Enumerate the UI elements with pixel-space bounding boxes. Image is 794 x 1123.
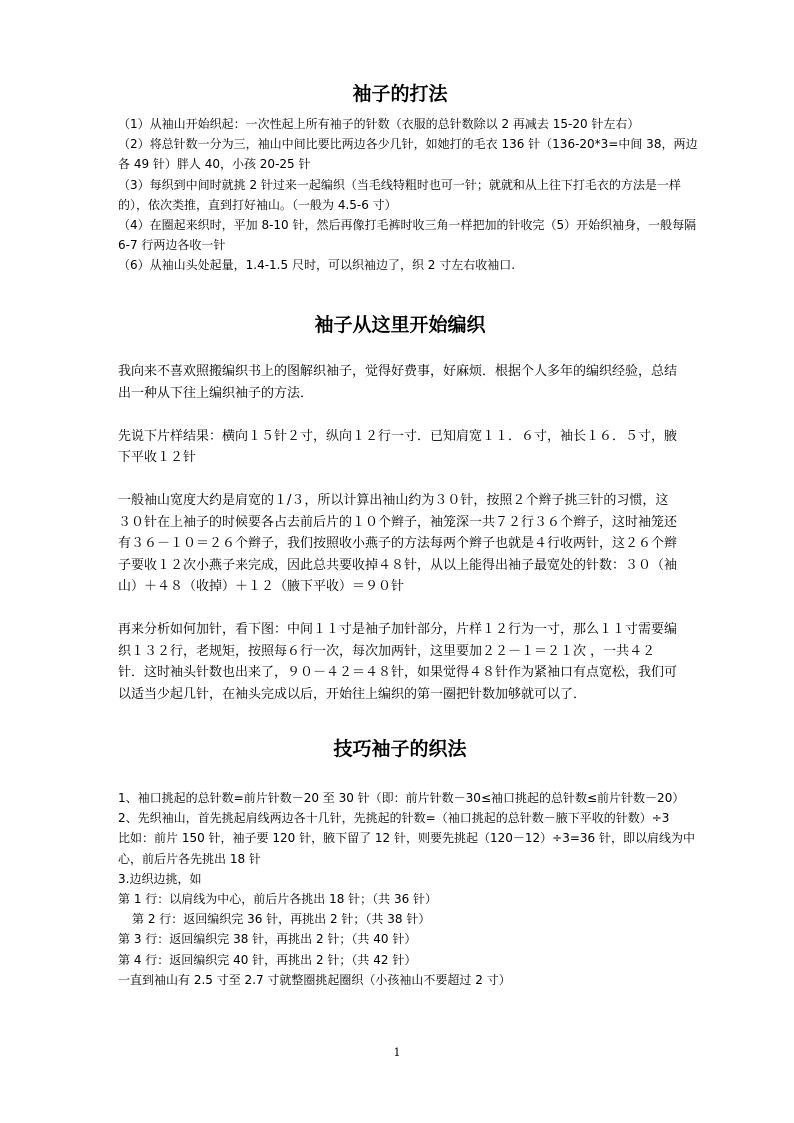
section-start-knitting bbox=[118, 361, 678, 705]
section-sleeve-method bbox=[118, 114, 698, 276]
paragraph: 一般袖山宽度大约是肩宽的１/３，所以计算出袖山约为３０针，按照２个辫子挑三针的习惯，这３０针在上袖子的时候要各占去前后片的１０个辫子，袖笼深一共７２行３６个辫子，这时袖笼还有３６－１０＝２６个辫子，我们按照收小燕子的方法每两个辫子也就是４行收两针，这２６个辫子要收１２次小燕子来完成，因此总共要收掉４８针，从以上能得出袖子最宽处的针数：３０（袖山）＋４８（收掉）＋１２（腋下平收）＝９０针 bbox=[118, 493, 678, 594]
paragraph: 一直到袖山有 2.5 寸至 2.7 寸就整圈挑起圈织（小孩袖山不要超过 2 寸） bbox=[118, 972, 511, 987]
paragraph: （2）将总针数一分为三，袖山中间比要比两边各少几针，如她打的毛衣 136 针（136-20*3=中间 38，两边各 49 针）胖人 40，小孩 20-25 针 bbox=[118, 137, 698, 172]
paragraph: 1、袖口挑起的总针数=前片针数－20 至 30 针（即：前片针数－30≤袖口挑起的总针数≤前片针数－20） bbox=[118, 791, 685, 805]
paragraph: （1）从袖山开始织起：一次性起上所有袖子的针数（衣服的总针数除以 2 再减去 15-20 针左右） bbox=[118, 117, 640, 131]
section-title-start-knitting: 袖子从这里开始编织 bbox=[314, 314, 486, 336]
paragraph: 我向来不喜欢照搬编织书上的图解织袖子，觉得好费事，好麻烦．根据个人多年的编织经验，总结出一种从下往上编织袖子的方法． bbox=[118, 364, 678, 401]
paragraph: 先说下片样结果：横向１５针２寸，纵向１２行一寸．已知肩宽１１．６寸，袖长１６．５寸，腋下平收１２针 bbox=[118, 428, 678, 465]
section-title-sleeve-method: 袖子的打法 bbox=[352, 83, 448, 105]
section-title-sleeve-tips: 技巧袖子的织法 bbox=[333, 738, 467, 760]
paragraph: 第 1 行：以肩线为中心，前后片各挑出 18 针；（共 36 针） bbox=[118, 892, 438, 907]
paragraph: （4）在圈起来织时，平加 8-10 针，然后再像打毛裤时收三角一样把加的针收完（5）开始织袖身，一般每隔 6-7 行两边各收一针 bbox=[118, 218, 697, 253]
paragraph: 再来分析如何加针，看下图：中间１１寸是袖子加针部分，片样１２行为一寸，那么１１寸需要编织１３２行，老规矩，按照每６行一次，每次加两针，这里要加２２－１＝２１次 ，一共４２针．这时袖头针数也出来了，９０－４２＝４８针，如果觉得４８针作为紧袖口有点宽松，我们可以适当少起几针，在袖头完成以后，开始往上编织的第一圈把针数加够就可以了． bbox=[118, 622, 678, 702]
paragraph: 比如：前片 150 针，袖子要 120 针，腋下留了 12 针，则要先挑起（120－12）÷3=36 针，即以肩线为中心，前后片各先挑出 18 针 bbox=[118, 831, 695, 866]
paragraph: 第 4 行：返回编织完 40 针，再挑出 2 针；（共 42 针） bbox=[118, 952, 417, 967]
paragraph: （6）从袖山头处起量，1.4-1.5 尺时，可以织袖边了，织 2 寸左右收袖口. bbox=[118, 258, 516, 273]
page-number: 1 bbox=[393, 1046, 401, 1059]
paragraph: 3.边织边挑，如 bbox=[118, 871, 202, 886]
paragraph: （3）每织到中间时就挑 2 针过来一起编织（当毛线特粗时也可一针；就就和从上往下打毛衣的方法是一样的），依次类推，直到打好袖山。（一般为 4.5-6 寸） bbox=[118, 177, 681, 212]
section-sleeve-tips bbox=[118, 788, 698, 990]
paragraph: 第 2 行：返回编织完 36 针，再挑出 2 针；（共 38 针） bbox=[132, 912, 431, 927]
paragraph: 2、先织袖山，首先挑起肩线两边各十几针，先挑起的针数=（袖口挑起的总针数－腋下平收的针数）÷3 bbox=[118, 811, 670, 826]
paragraph: 第 3 行：返回编织完 38 针，再挑出 2 针；（共 40 针） bbox=[118, 932, 417, 947]
